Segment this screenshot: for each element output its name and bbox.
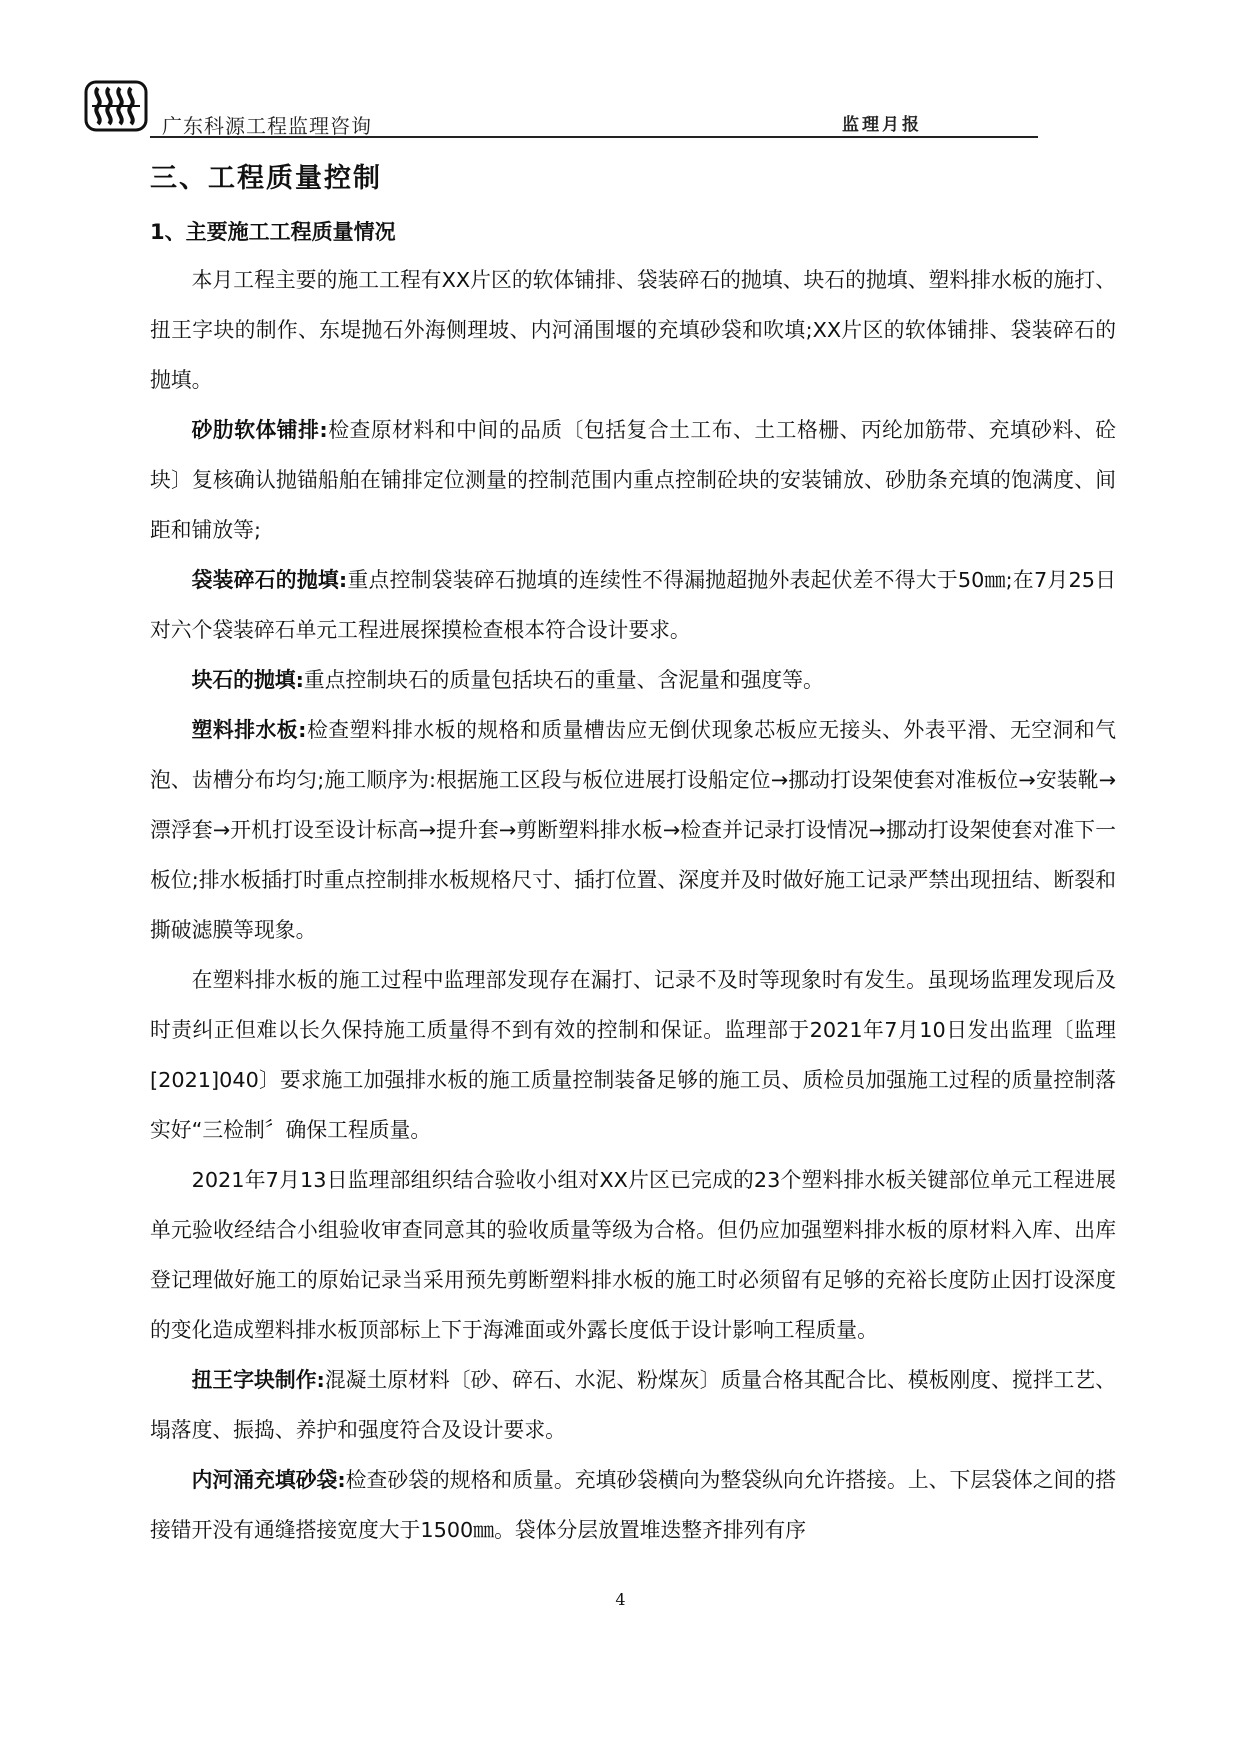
paragraph [150, 405, 1116, 555]
paragraph-text: 混凝土原材料〔砂、碎石、水泥、粉煤灰〕质量合格其配合比、模板刚度、搅拌工艺、塌落度、振捣、养护和强度符合及设计要求。 [150, 1368, 1116, 1443]
paragraph [150, 1155, 1116, 1355]
paragraph-lead: 袋装碎石的抛填: [191, 568, 348, 593]
paragraph-text: 重点控制袋装碎石抛填的连续性不得漏抛超抛外表起伏差不得大于50㎜;在7月25日对六个袋装碎石单元工程进展探摸检查根本符合设计要求。 [150, 568, 1116, 643]
paragraph-list [150, 255, 1116, 1555]
page-body [150, 160, 1116, 1555]
paragraph [150, 555, 1116, 655]
paragraph [150, 955, 1116, 1155]
paragraph-lead: 砂肋软体铺排: [191, 418, 328, 443]
report-title: 监理月报 [842, 115, 922, 135]
paragraph [150, 705, 1116, 955]
header-rule [150, 136, 1038, 138]
paragraph-text: 本月工程主要的施工工程有XX片区的软体铺排、袋装碎石的抛填、块石的抛填、塑料排水板的施打、扭王字块的制作、东堤抛石外海侧理坡、内河涌围堰的充填砂袋和吹填;XX片区的软体铺排、袋装碎石的抛填。 [150, 268, 1116, 393]
paragraph [150, 1355, 1116, 1455]
paragraph-lead: 塑料排水板: [191, 718, 307, 743]
paragraph-text: 检查塑料排水板的规格和质量槽齿应无倒伏现象芯板应无接头、外表平滑、无空洞和气泡、齿槽分布均匀;施工顺序为:根据施工区段与板位进展打设船定位→挪动打设架使套对准板位→安装靴→漂浮套→开机打设至设计标高→提升套→剪断塑料排水板→检查并记录打设情况→挪动打设架使套对准下一板位;排水板插打时重点控制排水板规格尺寸、插打位置、深度并及时做好施工记录严禁出现扭结、断裂和撕破滤膜等现象。 [150, 718, 1116, 943]
page-number: 4 [615, 1590, 626, 1609]
paragraph-lead: 块石的抛填: [191, 668, 304, 693]
paragraph [150, 655, 1116, 705]
paragraph [150, 255, 1116, 405]
paragraph-text: 2021年7月13日监理部组织结合验收小组对XX片区已完成的23个塑料排水板关键部位单元工程进展单元验收经结合小组验收审查同意其的验收质量等级为合格。但仍应加强塑料排水板的原材料入库、出库登记理做好施工的原始记录当采用预先剪断塑料排水板的施工时必须留有足够的充裕长度防止因打设深度的变化造成塑料排水板顶部标上下于海滩面或外露长度低于设计影响工程质量。 [150, 1168, 1116, 1343]
paragraph-text: 在塑料排水板的施工过程中监理部发现存在漏打、记录不及时等现象时有发生。虽现场监理发现后及时责纠正但难以长久保持施工质量得不到有效的控制和保证。监理部于2021年7月10日发出监理〔监理[2021]040〕要求施工加强排水板的施工质量控制装备足够的施工员、质检员加强施工过程的质量控制落实好“三检制〞确保工程质量。 [150, 968, 1116, 1143]
paragraph-lead: 扭王字块制作: [191, 1368, 325, 1393]
company-name: 广东科源工程监理咨询 [162, 114, 372, 138]
paragraph-lead: 内河涌充填砂袋: [191, 1468, 346, 1493]
subsection-title: 1、主要施工工程质量情况 [150, 219, 396, 244]
paragraph-text: 重点控制块石的质量包括块石的重量、含泥量和强度等。 [303, 668, 824, 693]
paragraph [150, 1455, 1116, 1555]
section-title: 三、工程质量控制 [150, 163, 382, 194]
paragraph-text: 检查原材料和中间的品质〔包括复合土工布、土工格栅、丙纶加筋带、充填砂料、砼块〕复核确认抛锚船舶在铺排定位测量的控制范围内重点控制砼块的安装铺放、砂肋条充填的饱满度、间距和铺放等; [150, 418, 1116, 543]
kywy-logo-icon [84, 80, 148, 132]
paragraph-text: 检查砂袋的规格和质量。充填砂袋横向为整袋纵向允许搭接。上、下层袋体之间的搭接错开没有通缝搭接宽度大于1500㎜。袋体分层放置堆迭整齐排列有序 [150, 1468, 1116, 1543]
